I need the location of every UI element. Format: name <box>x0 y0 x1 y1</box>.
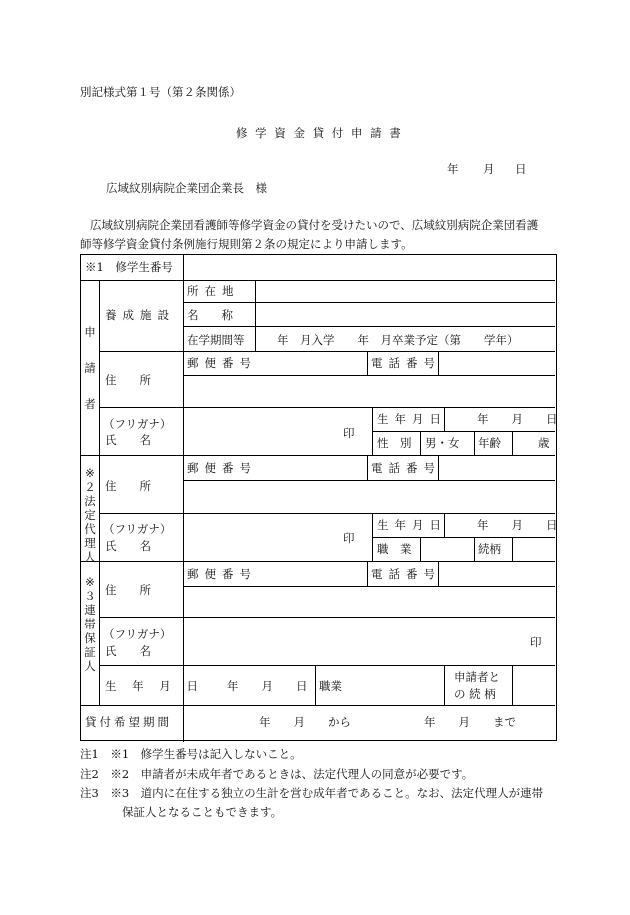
guarantor-seal: 印 <box>530 635 542 649</box>
applicant-address-label: 住 所 <box>105 373 151 387</box>
guardian-name-label: 氏 名 <box>105 539 151 553</box>
applicant-birth-label: 生年月日 <box>377 412 447 426</box>
gender-label: 性 別 <box>377 436 412 450</box>
guardian-phone-label: 電話番号 <box>371 461 441 475</box>
location-label: 所在地 <box>187 284 240 298</box>
date-month: 月 <box>483 162 495 176</box>
student-number-label: ※1 修学生番号 <box>85 260 173 274</box>
guarantor-phone-label: 電話番号 <box>371 567 441 581</box>
applicant-phone-label: 電話番号 <box>371 356 441 370</box>
guarantor-occupation-label: 職業 <box>319 679 342 693</box>
guardian-seal: 印 <box>343 531 355 545</box>
guardian-occupation-label: 職 業 <box>377 542 412 556</box>
school-name-label: 名 称 <box>187 308 233 322</box>
note-3: 注3 ※3 道内に在住する独立の生計を営む成年者であること。なお、法定代理人が連帯 <box>80 786 544 800</box>
period-label: 在学期間等 <box>187 333 245 347</box>
guarantor-birth-value: 年 月 日 <box>227 679 308 693</box>
guardian-postal-label: 郵便番号 <box>187 461 257 475</box>
application-table <box>80 254 557 741</box>
gender-value: 男・女 <box>425 436 460 450</box>
intro-line-1: 広域紋別病院企業団看護師等修学資金の貸付を受けたいので、広域紋別病院企業団看護 <box>90 218 539 232</box>
form-id: 別記様式第１号（第２条関係） <box>80 85 241 99</box>
guarantor-section-label: ※ ３ 連 帯 保 証 人 <box>84 575 96 673</box>
guardian-birth-value: 年 月 日 <box>477 518 558 532</box>
date-year: 年 <box>447 162 459 176</box>
applicant-birth-value: 年 月 日 <box>477 412 558 426</box>
period-value: 年 月入学 年 月卒業予定（第 学年） <box>277 333 519 347</box>
applicant-seal: 印 <box>343 426 355 440</box>
applicant-section-label: 申 請 者 <box>84 325 96 411</box>
school-label: 養成施設 <box>105 308 175 322</box>
guardian-address-label: 住 所 <box>105 479 151 493</box>
guardian-birth-label: 生年月日 <box>377 518 447 532</box>
applicant-furigana-label: （フリガナ） <box>103 417 172 431</box>
loan-period-label: 貸付希望期間 <box>85 715 172 729</box>
guarantor-birth-label: 生 年 月 日 <box>105 679 204 693</box>
relation-to-applicant-label-2: の 続 柄 <box>454 687 496 701</box>
guarantor-postal-label: 郵便番号 <box>187 567 257 581</box>
guardian-relation-label: 続柄 <box>478 542 501 556</box>
date-day: 日 <box>515 162 527 176</box>
applicant-postal-label: 郵便番号 <box>187 356 257 370</box>
addressee: 広域紋別病院企業団企業長 様 <box>106 181 267 195</box>
intro-line-2: 師等修学資金貸付条例施行規則第２条の規定により申請します。 <box>80 237 413 251</box>
loan-period-to: 年 月 まで <box>424 715 516 729</box>
guardian-section-label: ※ ２ 法 定 代 理 人 <box>84 466 96 564</box>
age-label: 年齢 <box>478 436 501 450</box>
loan-period-from: 年 月 から <box>259 715 351 729</box>
guarantor-name-label: 氏 名 <box>105 644 151 658</box>
relation-to-applicant-label-1: 申請者と <box>454 670 500 684</box>
guarantor-furigana-label: （フリガナ） <box>103 627 172 641</box>
applicant-name-label: 氏 名 <box>105 433 151 447</box>
form-title: 修 学 資 金 貸 付 申 請 書 <box>236 126 403 140</box>
age-unit: 歳 <box>538 436 550 450</box>
note-3-continued: 保証人となることもできます。 <box>122 805 283 819</box>
note-1: 注1 ※1 修学生番号は記入しないこと。 <box>80 747 302 761</box>
guarantor-address-label: 住 所 <box>105 583 151 597</box>
guardian-furigana-label: （フリガナ） <box>103 522 172 536</box>
note-2: 注2 ※2 申請者が未成年者であるときは、法定代理人の同意が必要です。 <box>80 767 474 781</box>
